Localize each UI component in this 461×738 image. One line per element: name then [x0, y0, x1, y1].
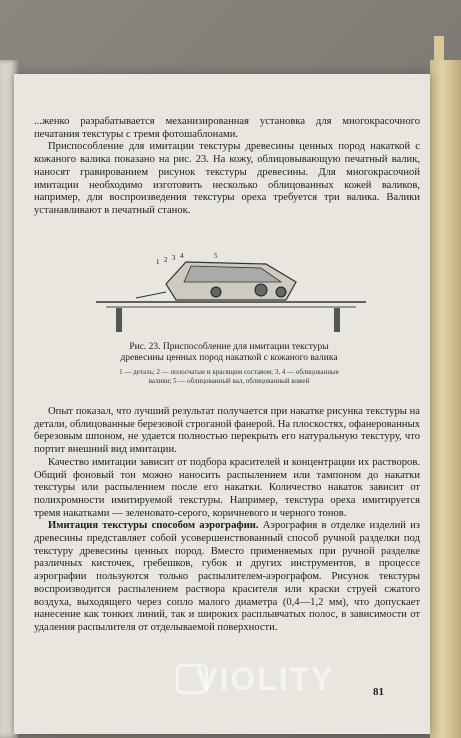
section-title: Имитация текстуры способом аэрографии.	[48, 520, 259, 532]
paragraph-3: Опыт показал, что лучший результат получается при накатке рисунка текстуры на детали, облицованные березовой строганой фанерой. На плоскостях, офанерованных березовым шпоном, не удается полностью перекрыть его натуральную текстуру, что портит внешний вид имитации.	[34, 406, 420, 456]
figure-label-1: 1	[156, 258, 160, 266]
figure-caption: Рис. 23. Приспособление для имитации текстуры древесины ценных пород накаткой с кожаного валика	[120, 342, 338, 363]
paragraph-1: ...женко разрабатывается механизированная установка для многокрасочного печатания текстуры с тремя фотошаблонами.	[34, 116, 420, 140]
figure-label-3: 3	[172, 254, 176, 262]
figure-label-5: 5	[214, 252, 218, 260]
watermark: VIOLITY	[196, 661, 335, 697]
book-cover-edge	[430, 60, 461, 738]
section-paragraph	[34, 520, 420, 634]
page-number: 81	[373, 686, 384, 698]
figure-label-2: 2	[164, 256, 168, 264]
section-text: Аэрография в отделке изделий из древесины представляет собой усовершенствованный способ ручной разделки под текстуру древесины ценных пород. Вместо применяемых при ручной разделке различных кисточек, гребешков, губок и других инструментов, в процессе аэрографии пользуются только распылителем-аэрографом. Рисунок текстуры воспроизводится распылением раствора красителя или краски струей сжатого воздуха, выходящего через сопло малого диаметра (0,4—1,2 мм), что допускает нанесение как тонких линий, так и широких расплывчатых полос, в зависимости от удаления распылителя от отделываемой поверхности.	[34, 520, 420, 633]
book-page	[14, 74, 430, 734]
figure-23-illustration	[96, 252, 366, 334]
text-block-middle	[34, 406, 420, 635]
paragraph-2: Приспособление для имитации текстуры древесины ценных пород накаткой с кожаного валика показано на рис. 23. На кожу, облицовывающую печатный валик, наносят гравированием рисунок текстуры древесины. Для многокрасочной имитации необходимо изготовить несколько облицованных кожей валиков, например, для воспроизведения текстуры ореха требуется три валика. Валики устанавливают в печатный станок.	[34, 141, 420, 216]
figure-label-4: 4	[180, 252, 184, 260]
text-block-top	[34, 116, 420, 218]
paragraph-4: Качество имитации зависит от подбора красителей и концентрации их растворов. Общий фоновый тон можно наносить распылением или тампоном до накатки текстуры или распылением после его накатки. Количество накаток зависит от полихромности имитируемой текстуры. Например, текстура ореха имитируется тремя накатками — зеленовато-серого, коричневого и черного тонов.	[34, 456, 420, 519]
figure-legend: 1 — деталь; 2 — полосчатые и красящим составом; 3, 4 — облицованные валики; 5 — облицованный вал, облицованный кожей	[119, 368, 339, 385]
